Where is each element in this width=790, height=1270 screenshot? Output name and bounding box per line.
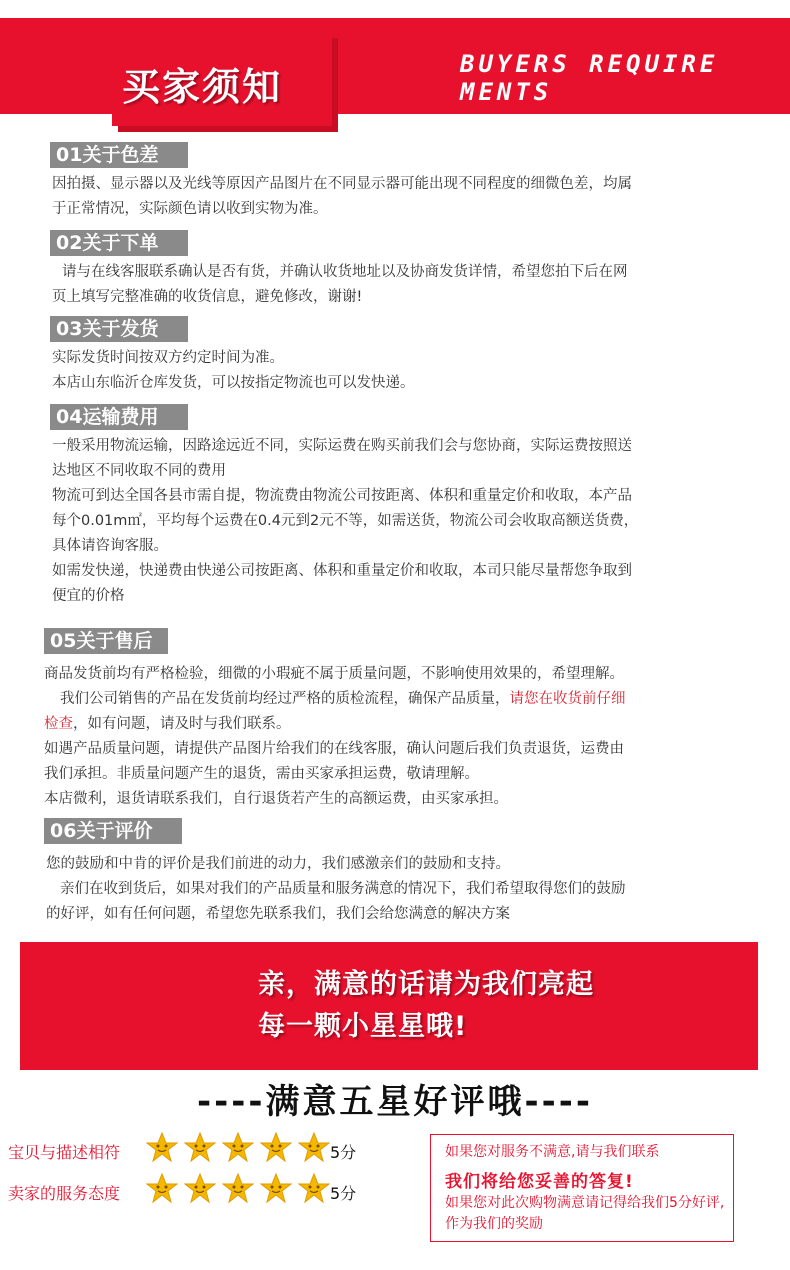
header-title-cn: 买家须知 bbox=[122, 65, 283, 109]
paragraph-line: 具体请咨询客服。 bbox=[52, 538, 168, 554]
section-title-color-difference: 01关于色差 bbox=[50, 142, 188, 168]
paragraph-line: 页上填写完整准确的收货信息，避免修改，谢谢! bbox=[52, 289, 363, 305]
paragraph-line: 一般采用物流运输，因路途远近不同，实际运费在购买前我们会与您协商，实际运费按照送 bbox=[52, 438, 632, 454]
rating-stars-description bbox=[146, 1131, 330, 1167]
notice-box bbox=[430, 1134, 734, 1242]
star-icon bbox=[146, 1172, 178, 1204]
section-text-ordering bbox=[52, 260, 628, 310]
notice-line-2: 我们将给您妥善的答复! bbox=[445, 1172, 634, 1192]
paragraph-line: 本店微利，退货请联系我们，自行退货若产生的高额运费，由买家承担。 bbox=[44, 791, 508, 807]
five-star-heading: ----满意五星好评哦---- bbox=[197, 1082, 593, 1122]
star-icon bbox=[184, 1131, 216, 1163]
paragraph-text: 我们公司销售的产品在发货前均经过严格的质检流程，确保产品质量， bbox=[60, 691, 510, 707]
section-title-after-sales: 05关于售后 bbox=[44, 628, 168, 654]
rating-label-service: 卖家的服务态度 bbox=[8, 1184, 121, 1203]
section-text-after-sales bbox=[44, 662, 626, 812]
paragraph-line: 如遇产品质量问题，请提供产品图片给我们的在线客服，确认问题后我们负责退货，运费由 bbox=[44, 741, 624, 757]
section-text-shipping bbox=[52, 346, 415, 396]
rating-stars-service bbox=[146, 1172, 330, 1208]
star-icon bbox=[146, 1131, 178, 1163]
paragraph-text: ，如有问题，请及时与我们联系。 bbox=[73, 716, 291, 732]
section-text-reviews bbox=[46, 852, 626, 927]
paragraph-line bbox=[44, 712, 626, 737]
paragraph-line bbox=[44, 687, 626, 712]
paragraph-line: 于正常情况，实际颜色请以收到实物为准。 bbox=[52, 201, 328, 217]
promo-line-1: 亲，满意的话请为我们亮起 bbox=[258, 969, 594, 1000]
section-title-freight: 04运输费用 bbox=[50, 404, 188, 430]
paragraph-line: 实际发货时间按双方约定时间为准。 bbox=[52, 350, 284, 366]
star-icon bbox=[298, 1131, 330, 1163]
paragraph-line: 物流可到达全国各县市需自提，物流费由物流公司按距离、体积和重量定价和收取，本产品 bbox=[52, 488, 632, 504]
paragraph-line: 请与在线客服联系确认是否有货，并确认收货地址以及协商发货详情，希望您拍下后在网 bbox=[62, 264, 628, 280]
section-text-freight bbox=[52, 434, 638, 609]
highlight-text: 请您在收货前仔细 bbox=[509, 691, 626, 707]
paragraph-line: 我们承担。非质量问题产生的退货，需由买家承担运费，敬请理解。 bbox=[44, 766, 479, 782]
highlight-text: 检查 bbox=[44, 716, 73, 732]
section-title-ordering: 02关于下单 bbox=[50, 230, 188, 256]
paragraph-line: 如需发快递，快递费由快递公司按距离、体积和重量定价和收取，本司只能尽量帮您争取到 bbox=[52, 563, 632, 579]
notice-line-1: 如果您对服务不满意,请与我们联系 bbox=[445, 1144, 660, 1160]
paragraph-line: 的好评，如有任何问题，希望您先联系我们，我们会给您满意的解决方案 bbox=[46, 906, 510, 922]
paragraph-line: 您的鼓励和中肯的评价是我们前进的动力，我们感激亲们的鼓励和支持。 bbox=[46, 856, 510, 872]
promo-line-2: 每一颗小星星哦! bbox=[258, 1011, 468, 1042]
star-icon bbox=[298, 1172, 330, 1204]
paragraph-line: 本店山东临沂仓库发货，可以按指定物流也可以发快递。 bbox=[52, 375, 415, 391]
paragraph-line: 每个0.01m㎡，平均每个运费在0.4元到2元不等，如需送货，物流公司会收取高额送货费， bbox=[52, 513, 639, 529]
paragraph-line: 亲们在收到货后，如果对我们的产品质量和服务满意的情况下，我们希望取得您们的鼓励 bbox=[60, 881, 626, 897]
rating-label-description: 宝贝与描述相符 bbox=[8, 1143, 121, 1162]
rating-score-description: 5分 bbox=[330, 1143, 357, 1162]
notice-line-3: 如果您对此次购物满意请记得给我们5分好评,作为我们的奖励 bbox=[445, 1195, 725, 1232]
section-text-color-difference bbox=[52, 172, 632, 222]
paragraph-line: 商品发货前均有严格检验，细微的小瑕疵不属于质量问题，不影响使用效果的，希望理解。 bbox=[44, 666, 624, 682]
header-title-en: BUYERS REQUIRE MENTS bbox=[460, 50, 719, 106]
star-icon bbox=[222, 1131, 254, 1163]
paragraph-line: 达地区不同收取不同的费用 bbox=[52, 463, 226, 479]
paragraph-line: 便宜的价格 bbox=[52, 588, 125, 604]
star-icon bbox=[260, 1131, 292, 1163]
star-icon bbox=[222, 1172, 254, 1204]
star-icon bbox=[260, 1172, 292, 1204]
section-title-shipping: 03关于发货 bbox=[50, 316, 188, 342]
paragraph-line: 因拍摄、显示器以及光线等原因产品图片在不同显示器可能出现不同程度的细微色差，均属 bbox=[52, 176, 632, 192]
section-title-reviews: 06关于评价 bbox=[44, 818, 182, 844]
star-icon bbox=[184, 1172, 216, 1204]
rating-score-service: 5分 bbox=[330, 1184, 357, 1203]
